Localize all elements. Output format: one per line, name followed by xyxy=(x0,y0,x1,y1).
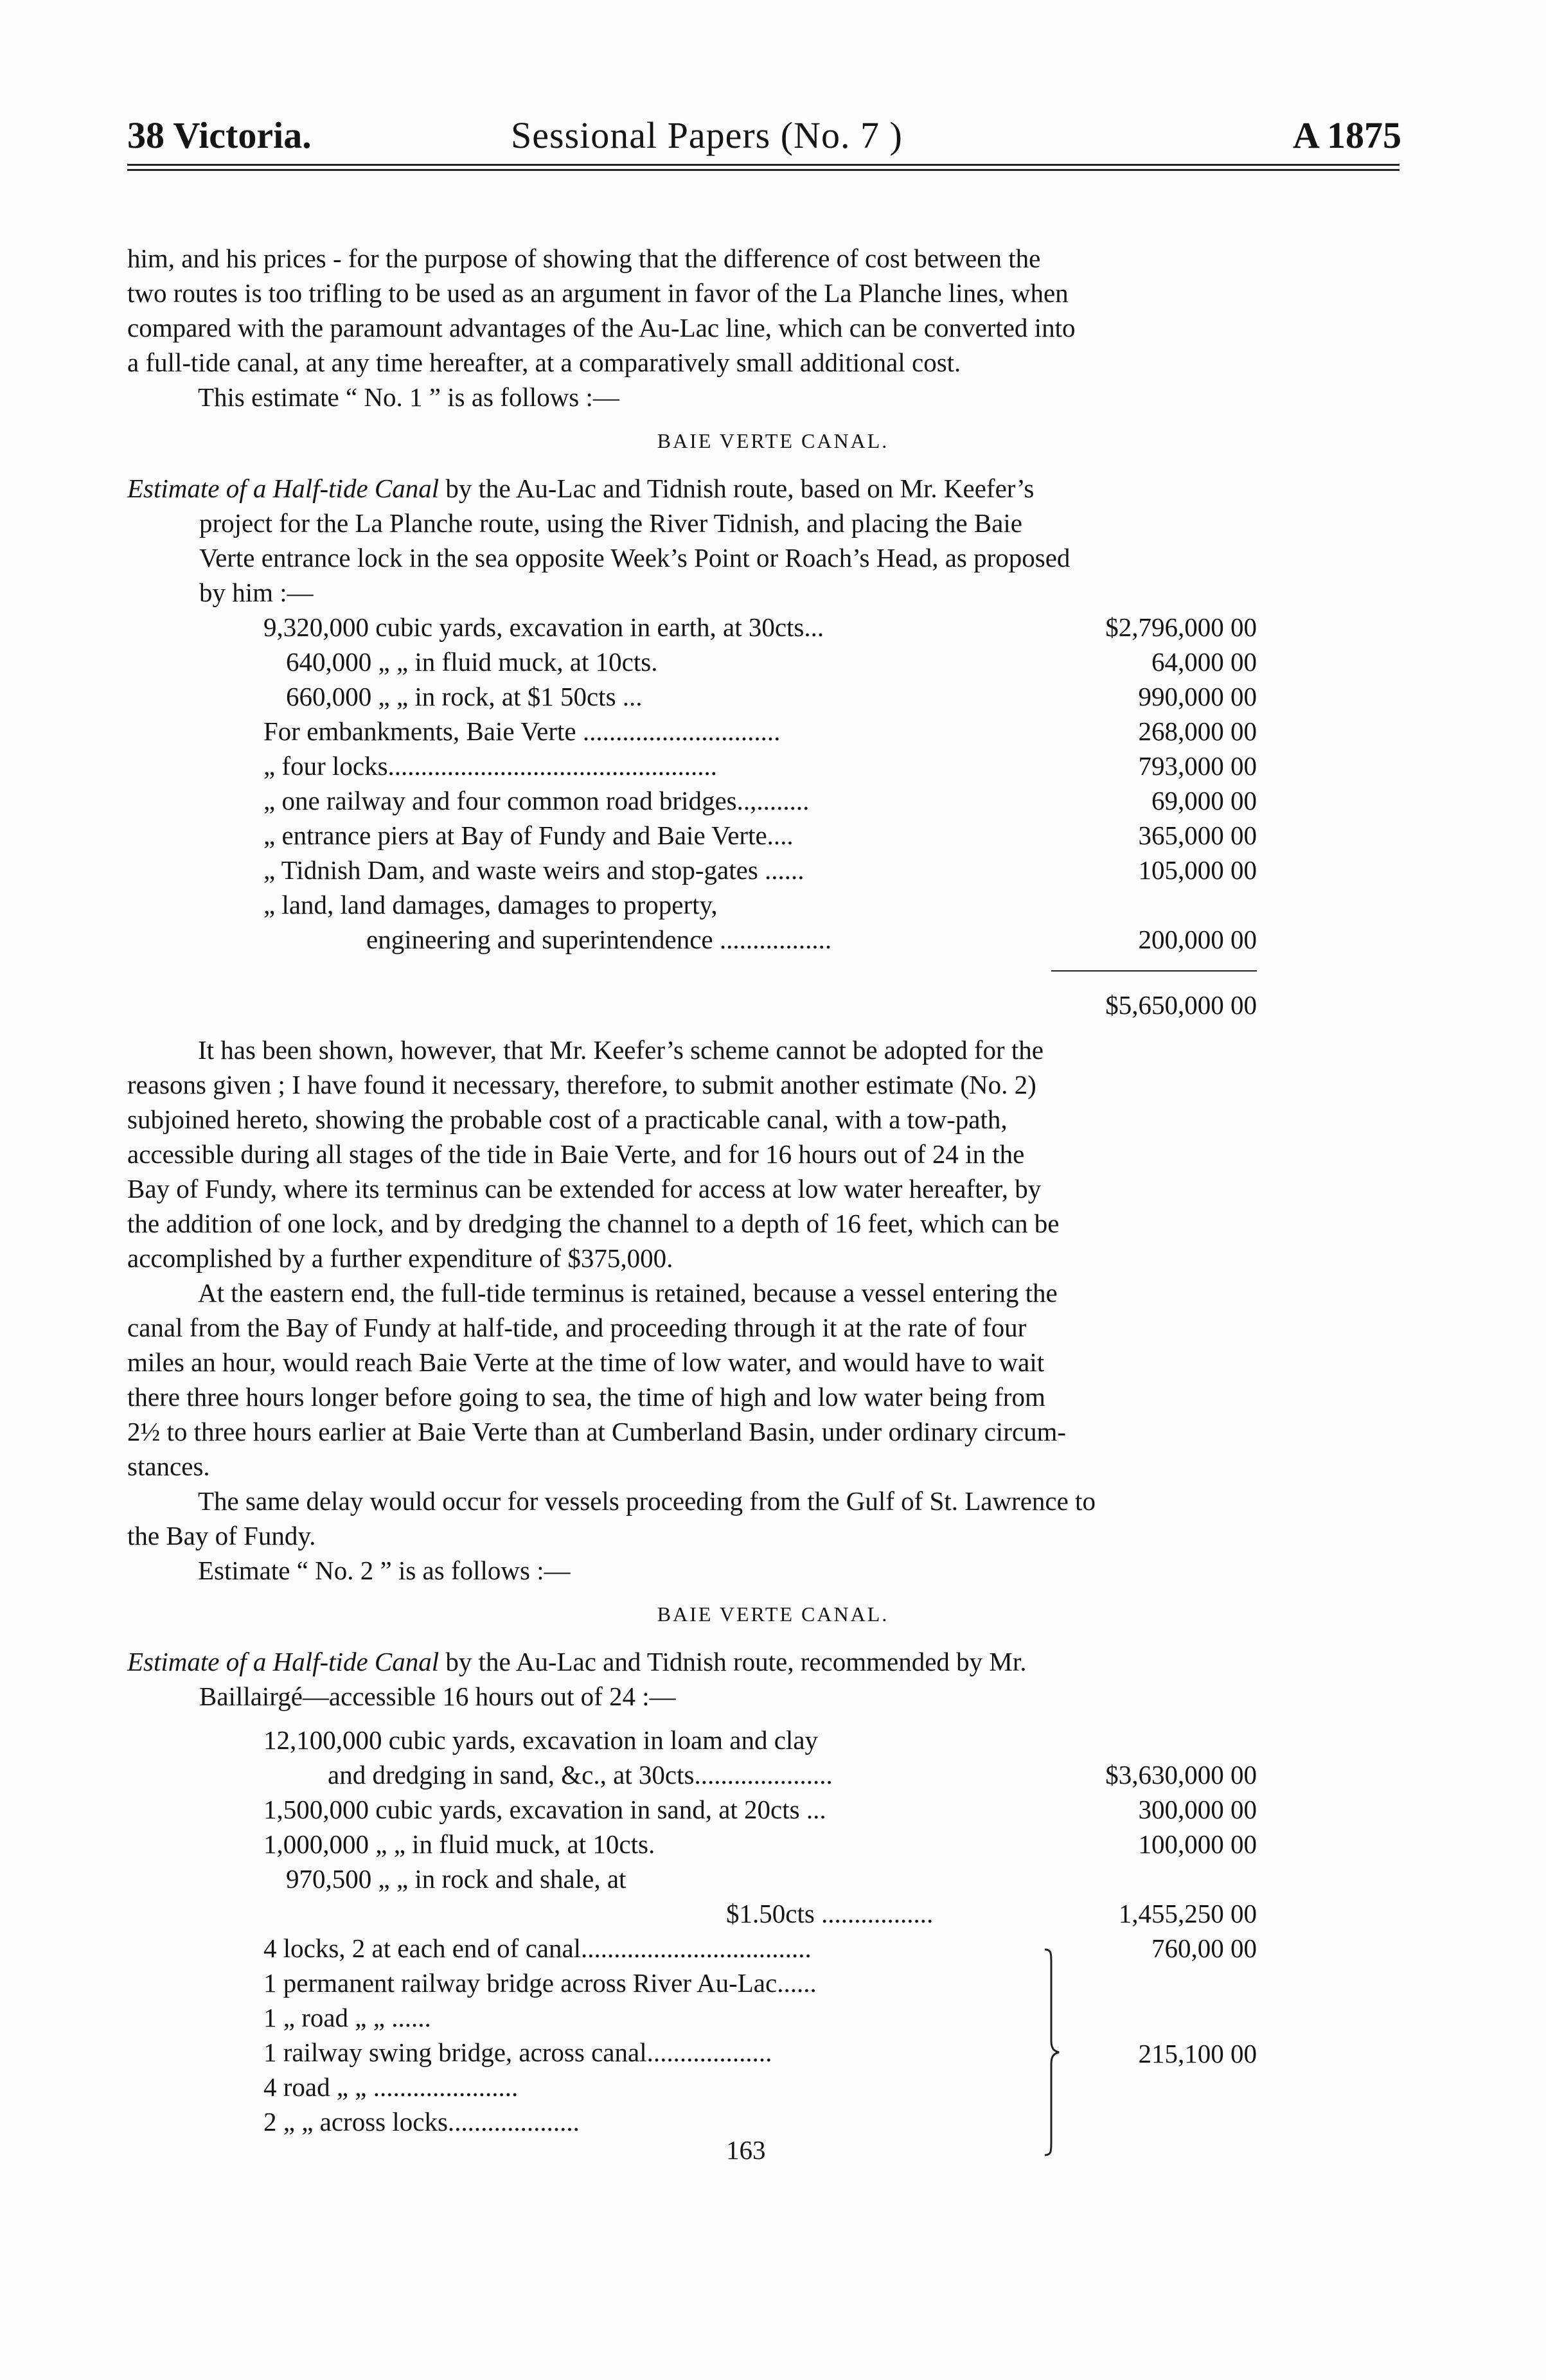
page-number: 163 xyxy=(726,2135,766,2165)
estimate-item-amount: 793,000 00 xyxy=(1138,751,1257,781)
estimate-item-label: 970,500 „ „ in rock and shale, at xyxy=(286,1864,626,1894)
estimate-item-label: 660,000 „ „ in rock, at $1 50cts ... xyxy=(286,682,643,711)
estimate-item-label: engineering and superintendence ................. xyxy=(366,925,832,954)
body-line: accessible during all stages of the tide in Baie Verte, and for 16 hours out of 24 in the xyxy=(127,1139,1025,1169)
estimate-item-amount: 69,000 00 xyxy=(1151,786,1257,815)
estimate-intro-line: project for the La Planche route, using the River Tidnish, and placing the Baie xyxy=(199,508,1022,538)
estimate-item-label: 1,000,000 „ „ in fluid muck, at 10cts. xyxy=(263,1829,655,1859)
estimate-intro-line: Baillairgé—accessible 16 hours out of 24 :— xyxy=(199,1682,676,1711)
body-line: At the eastern end, the full-tide terminus is retained, because a vessel entering the xyxy=(198,1278,1058,1308)
intro-line: him, and his prices - for the purpose of showing that the difference of cost between the xyxy=(127,244,1041,273)
estimate-total: $5,650,000 00 xyxy=(1105,990,1257,1020)
estimate-item-amount: 365,000 00 xyxy=(1138,821,1257,850)
total-rule xyxy=(1051,970,1257,972)
intro-line: two routes is too trifling to be used as an argument in favor of the La Planche lines, when xyxy=(127,278,1069,308)
estimate-item-amount: 64,000 00 xyxy=(1151,647,1257,677)
body-line: subjoined hereto, showing the probable cost of a practicable canal, with a tow-path, xyxy=(127,1105,1008,1134)
body-line: reasons given ; I have found it necessary, therefore, to submit another estimate (No. 2) xyxy=(127,1070,1036,1099)
estimate-item-label: 9,320,000 cubic yards, excavation in earth, at 30cts... xyxy=(263,612,824,642)
intro-line: This estimate “ No. 1 ” is as follows :— xyxy=(198,382,619,412)
header-rule-top xyxy=(127,164,1399,166)
estimate-item-amount: 105,000 00 xyxy=(1138,855,1257,885)
bridge-item: 1 permanent railway bridge across River Au-Lac...... xyxy=(263,1968,817,1998)
estimate-item-amount: 268,000 00 xyxy=(1138,716,1257,746)
body-line: the Bay of Fundy. xyxy=(127,1521,316,1550)
section-heading: BAIE VERTE CANAL. xyxy=(657,1603,889,1626)
bridge-item: 1 „ road „ „ ...... xyxy=(263,2003,431,2032)
estimate-item-label: For embankments, Baie Verte .............................. xyxy=(263,716,781,746)
estimate-item-label: $1.50cts ................. xyxy=(726,1899,934,1928)
body-line: miles an hour, would reach Baie Verte at the time of low water, and would have to wait xyxy=(127,1347,1045,1377)
estimate-title xyxy=(127,475,1034,502)
estimate-item-label: 4 locks, 2 at each end of canal................................... xyxy=(263,1933,812,1963)
body-line: Bay of Fundy, where its terminus can be extended for access at low water hereafter, by xyxy=(127,1174,1042,1203)
estimate-item-amount: $3,630,000 00 xyxy=(1105,1760,1257,1789)
estimate-item-amount: 990,000 00 xyxy=(1138,682,1257,711)
body-line: the addition of one lock, and by dredging the channel to a depth of 16 feet, which can be xyxy=(127,1209,1060,1238)
body-line: It has been shown, however, that Mr. Keefer’s scheme cannot be adopted for the xyxy=(198,1035,1044,1065)
estimate-item-amount: 760,00 00 xyxy=(1151,1933,1257,1963)
body-line: 2½ to three hours earlier at Baie Verte than at Cumberland Basin, under ordinary circum- xyxy=(127,1417,1067,1446)
estimate-title-italic: Estimate of a Half-tide Canal xyxy=(127,474,440,503)
bridge-item: 2 „ „ across locks.................... xyxy=(263,2107,580,2136)
body-line: The same delay would occur for vessels proceeding from the Gulf of St. Lawrence to xyxy=(198,1486,1096,1516)
section-heading: BAIE VERTE CANAL. xyxy=(657,429,889,452)
header-rule-bottom xyxy=(127,169,1399,171)
estimate-item-label: „ four locks.................................................. xyxy=(263,751,718,781)
header-session: 38 Victoria. xyxy=(127,114,312,156)
estimate-item-amount: 100,000 00 xyxy=(1138,1829,1257,1859)
estimate-item-label: „ entrance piers at Bay of Fundy and Baie Verte.... xyxy=(263,821,794,850)
bridge-item: 4 road „ „ ...................... xyxy=(263,2072,519,2102)
estimate-item-label: 640,000 „ „ in fluid muck, at 10cts. xyxy=(286,647,658,677)
bridges-amount: 215,100 00 xyxy=(1138,2039,1257,2068)
estimate-item-label: 1,500,000 cubic yards, excavation in sand, at 20cts ... xyxy=(263,1795,826,1824)
estimate-title-rest: by the Au-Lac and Tidnish route, based on Mr. Keefer’s xyxy=(439,474,1035,503)
body-line: canal from the Bay of Fundy at half-tide, and proceeding through it at the rate of four xyxy=(127,1313,1027,1342)
estimate-item-label: 12,100,000 cubic yards, excavation in loam and clay xyxy=(263,1725,819,1755)
estimate-item-label: „ Tidnish Dam, and waste weirs and stop-gates ...... xyxy=(263,855,804,885)
estimate-item-amount: 1,455,250 00 xyxy=(1118,1899,1257,1928)
estimate-intro-line: Verte entrance lock in the sea opposite Week’s Point or Roach’s Head, as proposed xyxy=(199,543,1071,573)
body-line: stances. xyxy=(127,1452,210,1481)
estimate-intro-line: by him :— xyxy=(199,578,314,607)
header-sessional-papers: Sessional Papers (No. 7 ) xyxy=(511,114,903,156)
body-line: there three hours longer before going to sea, the time of high and low water being from xyxy=(127,1382,1045,1412)
intro-line: compared with the paramount advantages of the Au-Lac line, which can be converted into xyxy=(127,313,1076,342)
estimate-item-label: „ one railway and four common road bridges..,........ xyxy=(263,786,810,815)
estimate-item-amount: 200,000 00 xyxy=(1138,925,1257,954)
estimate-item-amount: 300,000 00 xyxy=(1138,1795,1257,1824)
bridge-item: 1 railway swing bridge, across canal................... xyxy=(263,2038,772,2067)
estimate-item-label: and dredging in sand, &c., at 30cts..................... xyxy=(328,1760,833,1789)
body-line: Estimate “ No. 2 ” is as follows :— xyxy=(198,1556,571,1585)
estimate-item-label: „ land, land damages, damages to property, xyxy=(263,890,718,919)
header-year: A 1875 xyxy=(1292,114,1401,156)
body-line: accomplished by a further expenditure of $375,000. xyxy=(127,1243,673,1273)
estimate-title-italic: Estimate of a Half-tide Canal xyxy=(127,1647,440,1676)
intro-line: a full-tide canal, at any time hereafter, at a comparatively small additional cost. xyxy=(127,348,961,377)
estimate-title xyxy=(127,1649,1027,1675)
estimate-title-rest: by the Au-Lac and Tidnish route, recommended by Mr. xyxy=(439,1647,1027,1676)
estimate-item-amount: $2,796,000 00 xyxy=(1105,612,1257,642)
